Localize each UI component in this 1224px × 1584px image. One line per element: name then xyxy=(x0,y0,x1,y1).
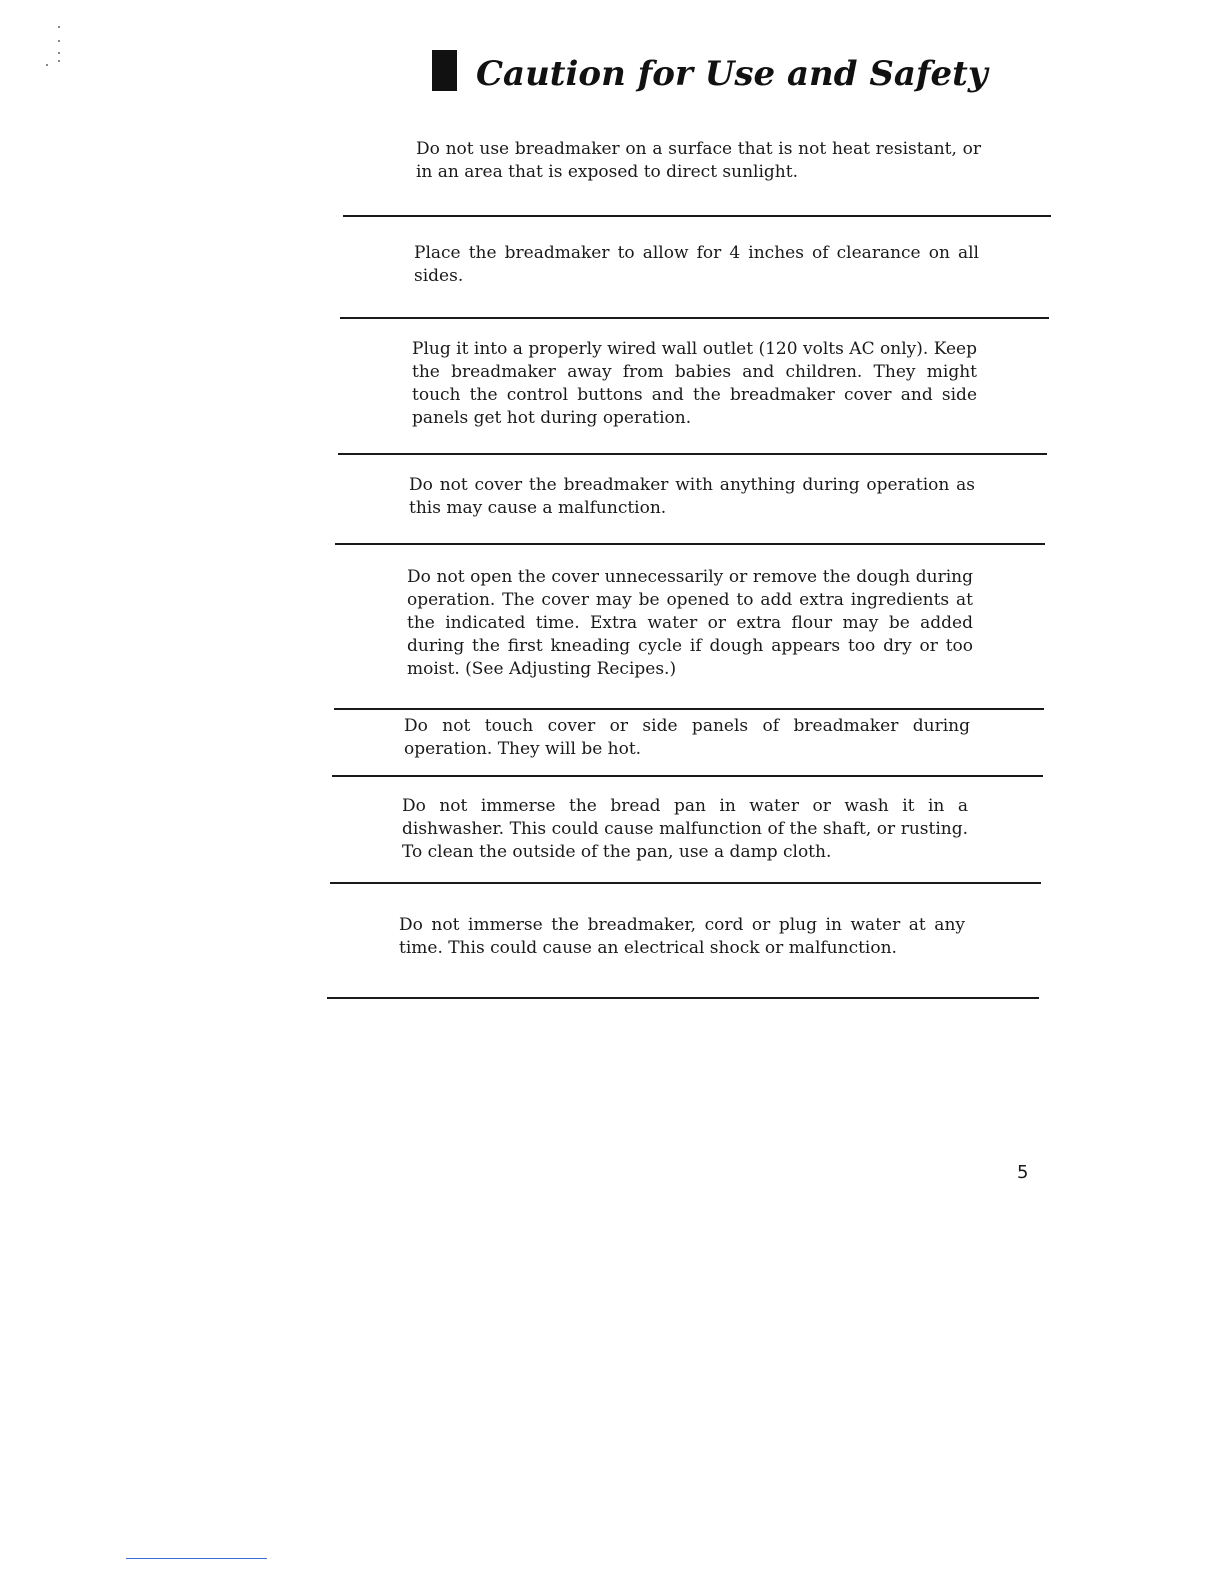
bottom-underline xyxy=(126,1558,267,1559)
section-divider xyxy=(330,882,1041,884)
scan-speck xyxy=(58,26,60,28)
section-divider xyxy=(338,453,1047,455)
caution-item: Do not immerse the breadmaker, cord or plug in water at any time. This could cause an electrical shock or malfunction. xyxy=(399,915,965,958)
caution-item: Do not open the cover unnecessarily or remove the dough during operation. The cover may be opened to add extra ingredients at the indicated time. Extra water or extra flour may be added during the first kneading cycle if dough appears too dry or too moist. (See Adjusting Recipes.) xyxy=(407,567,973,679)
caution-item: Do not touch cover or side panels of breadmaker during operation. They will be hot. xyxy=(404,716,970,759)
section-divider xyxy=(335,543,1045,545)
scan-speck xyxy=(58,60,60,62)
scan-speck xyxy=(58,40,60,42)
caution-item: Do not cover the breadmaker with anything during operation as this may cause a malfunction. xyxy=(409,475,975,518)
caution-item: Do not immerse the bread pan in water or wash it in a dishwasher. This could cause malfunction of the shaft, or rusting. To clean the outside of the pan, use a damp cloth. xyxy=(402,796,968,862)
section-divider xyxy=(340,317,1049,319)
section-divider xyxy=(332,775,1043,777)
section-divider xyxy=(343,215,1051,217)
page-title: Caution for Use and Safety xyxy=(476,54,988,94)
page-number: 5 xyxy=(1017,1162,1029,1183)
scan-speck xyxy=(46,64,48,66)
section-divider xyxy=(334,708,1044,710)
section-divider xyxy=(327,997,1039,999)
caution-item: Do not use breadmaker on a surface that is not heat resistant, or in an area that is exposed to direct sunlight. xyxy=(416,139,981,182)
heading-bar-mark xyxy=(432,50,457,91)
caution-item: Plug it into a properly wired wall outlet (120 volts AC only). Keep the breadmaker away from babies and children. They might touch the control buttons and the breadmaker cover and side panels get hot during operation. xyxy=(412,339,977,428)
caution-item: Place the breadmaker to allow for 4 inches of clearance on all sides. xyxy=(414,243,979,286)
scan-speck xyxy=(58,52,60,54)
